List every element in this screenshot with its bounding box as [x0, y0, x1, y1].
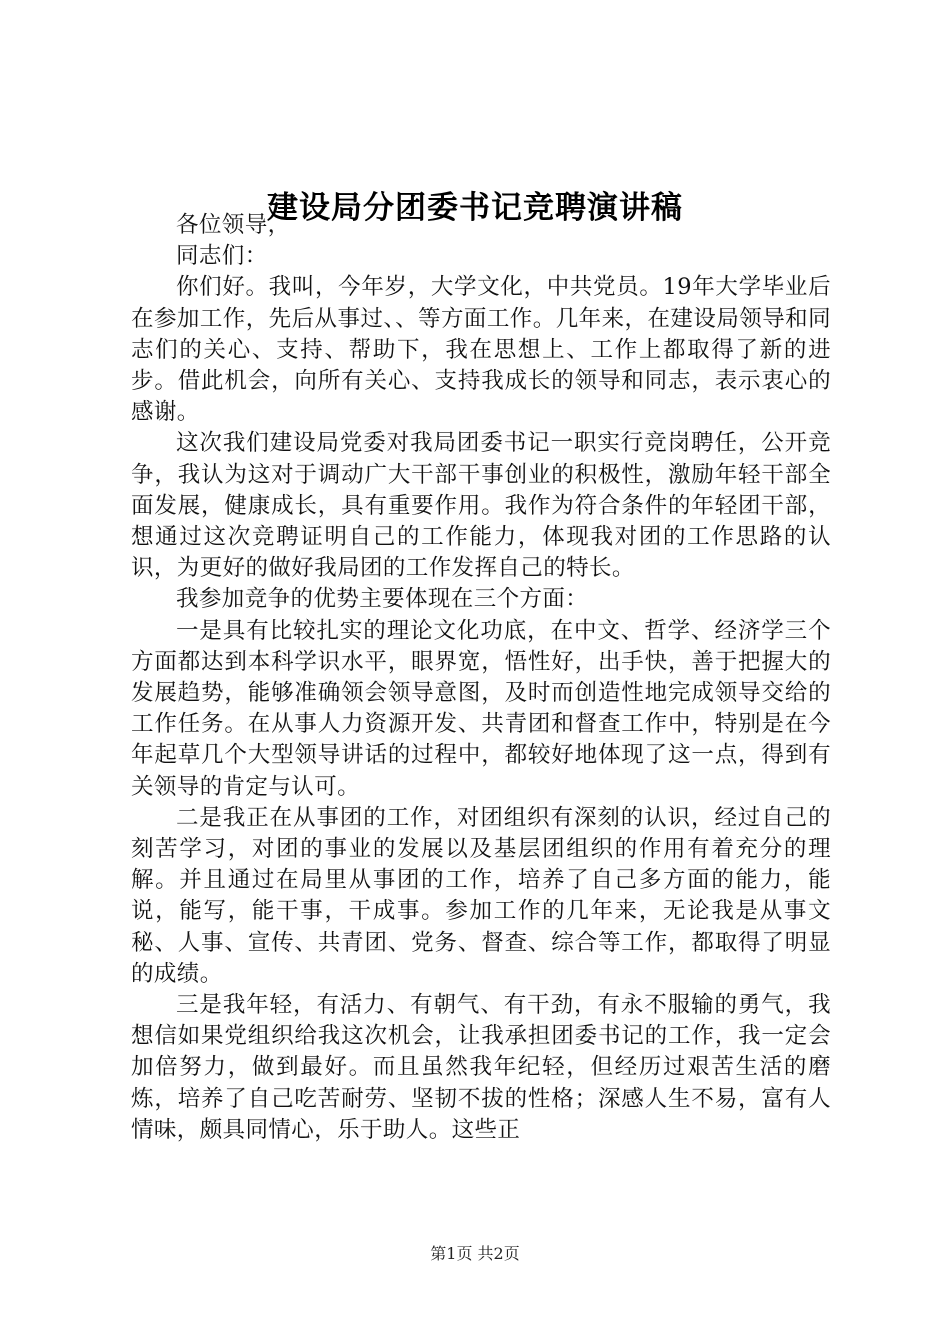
paragraph-advantages-intro: 我参加竞争的优势主要体现在三个方面： [176, 586, 589, 613]
document-body [131, 210, 831, 1146]
salutation-comrades: 同志们： [176, 243, 268, 270]
paragraph-advantage-three: 三是我年轻，有活力、有朝气、有干劲，有永不服输的勇气，我想信如果党组织给我这次机会，让我承担团委书记的工作，我一定会加倍努力，做到最好。而且虽然我年纪轻，但经历过艰苦生活的磨炼，培养了自己吃苦耐劳、坚韧不拔的性格；深感人生不易，富有人情味，颇具同情心，乐于助人。这些正 [131, 992, 831, 1143]
document-title: 建设局分团委书记竞聘演讲稿 [267, 190, 683, 226]
page-number-footer: 第1页 共2页 [430, 1244, 520, 1263]
paragraph-advantage-one: 一是具有比较扎实的理论文化功底，在中文、哲学、经济学三个方面都达到本科学识水平，眼界宽，悟性好，出手快，善于把握大的发展趋势，能够准确领会领导意图，及时而创造性地完成领导交给的工作任务。在从事人力资源开发、共青团和督查工作中，特别是在今年起草几个大型领导讲话的过程中，都较好地体现了这一点，得到有关领导的肯定与认可。 [131, 617, 831, 800]
paragraph-motivation: 这次我们建设局党委对我局团委书记一职实行竞岗聘任，公开竞争，我认为这对于调动广大干部干事创业的积极性，激励年轻干部全面发展，健康成长，具有重要作用。我作为符合条件的年轻团干部，想通过这次竞聘证明自己的工作能力，体现我对团的工作思路的认识，为更好的做好我局团的工作发挥自己的特长。 [131, 430, 831, 582]
salutation-leaders: 各位领导， [176, 212, 291, 238]
paragraph-introduction: 你们好。我叫，今年岁，大学文化，中共党员。19年大学毕业后在参加工作，先后从事过、、等方面工作。几年来，在建设局领导和同志们的关心、支持、帮助下，我在思想上、工作上都取得了新的进步。借此机会，向所有关心、支持我成长的领导和同志，表示衷心的感谢。 [131, 274, 831, 426]
paragraph-advantage-two: 二是我正在从事团的工作，对团组织有深刻的认识，经过自己的刻苦学习，对团的事业的发展以及基层团组织的作用有着充分的理解。并且通过在局里从事团的工作，培养了自己多方面的能力，能说，能写，能干事，干成事。参加工作的几年来，无论我是从事文秘、人事、宣传、共青团、党务、督查、综合等工作，都取得了明显的成绩。 [131, 804, 831, 987]
